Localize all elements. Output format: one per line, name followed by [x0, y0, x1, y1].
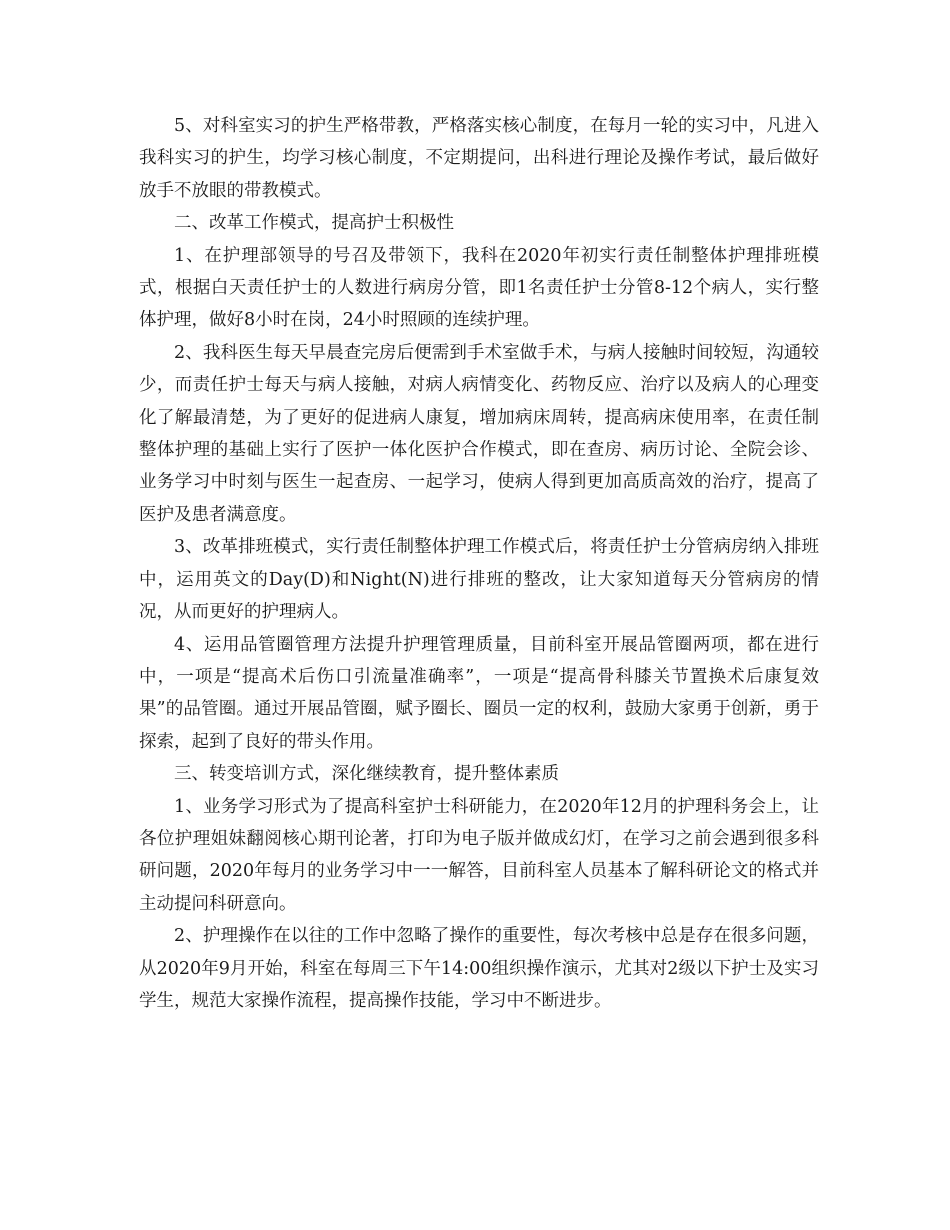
paragraph-quality-circle: 4、运用品管圈管理方法提升护理管理质量，目前科室开展品管圈两项，都在进行中，一项是“提高术后伤口引流量准确率”，一项是“提高骨科膝关节置换术后康复效果”的品管圈。通过开展品管圈，赋予圈长、圈员一定的权利，鼓励大家勇于创新，勇于探索，起到了良好的带头作用。 — [139, 634, 819, 752]
paragraph-shift-reform: 3、改革排班模式，实行责任制整体护理工作模式后，将责任护士分管病房纳入排班中，运用英文的Day(D)和Night(N)进行排班的整改，让大家知道每天分管病房的情况，从而更好的护理病人。 — [139, 537, 819, 623]
paragraph-business-study: 1、业务学习形式为了提高科室护士科研能力，在2020年12月的护理科务会上，让各位护理姐妹翻阅核心期刊论著，打印为电子版并做成幻灯，在学习之前会遇到很多科研问题，2020年每月的业务学习中一一解答，目前科室人员基本了解科研论文的格式并主动提问科研意向。 — [139, 796, 819, 914]
paragraph-nursing-operation: 2、护理操作在以往的工作中忽略了操作的重要性，每次考核中总是存在很多问题，从2020年9月开始，科室在每周三下午14:00组织操作演示，尤其对2级以下护士及实习学生，规范大家操作流程，提高操作技能，学习中不断进步。 — [139, 926, 819, 1011]
section-heading-training: 三、转变培训方式，深化继续教育，提升整体素质 — [174, 764, 559, 785]
paragraph-intern-teaching: 5、对科室实习的护生严格带教，严格落实核心制度，在每月一轮的实习中，凡进入我科实习的护生，均学习核心制度，不定期提问，出科进行理论及操作考试，最后做好放手不放眼的带教模式。 — [139, 116, 819, 201]
paragraph-responsibility-nursing: 1、在护理部领导的号召及带领下，我科在2020年初实行责任制整体护理排班模式，根据白天责任护士的人数进行病房分管，即1名责任护士分管8-12个病人，实行整体护理，做好8小时在岗，24小时照顾的连续护理。 — [139, 245, 819, 331]
document-page — [139, 110, 819, 1017]
section-heading-work-mode: 二、改革工作模式，提高护士积极性 — [174, 213, 454, 234]
paragraph-doctor-nurse-cooperation: 2、我科医生每天早晨查完房后便需到手术室做手术，与病人接触时间较短，沟通较少，而责任护士每天与病人接触，对病人病情变化、药物反应、治疗以及病人的心理变化了解最清楚，为了更好的促进病人康复，增加病床周转，提高病床使用率，在责任制整体护理的基础上实行了医护一体化医护合作模式，即在查房、病历讨论、全院会诊、业务学习中时刻与医生一起查房、一起学习，使病人得到更加高质高效的治疗，提高了医护及患者满意度。 — [139, 342, 819, 525]
